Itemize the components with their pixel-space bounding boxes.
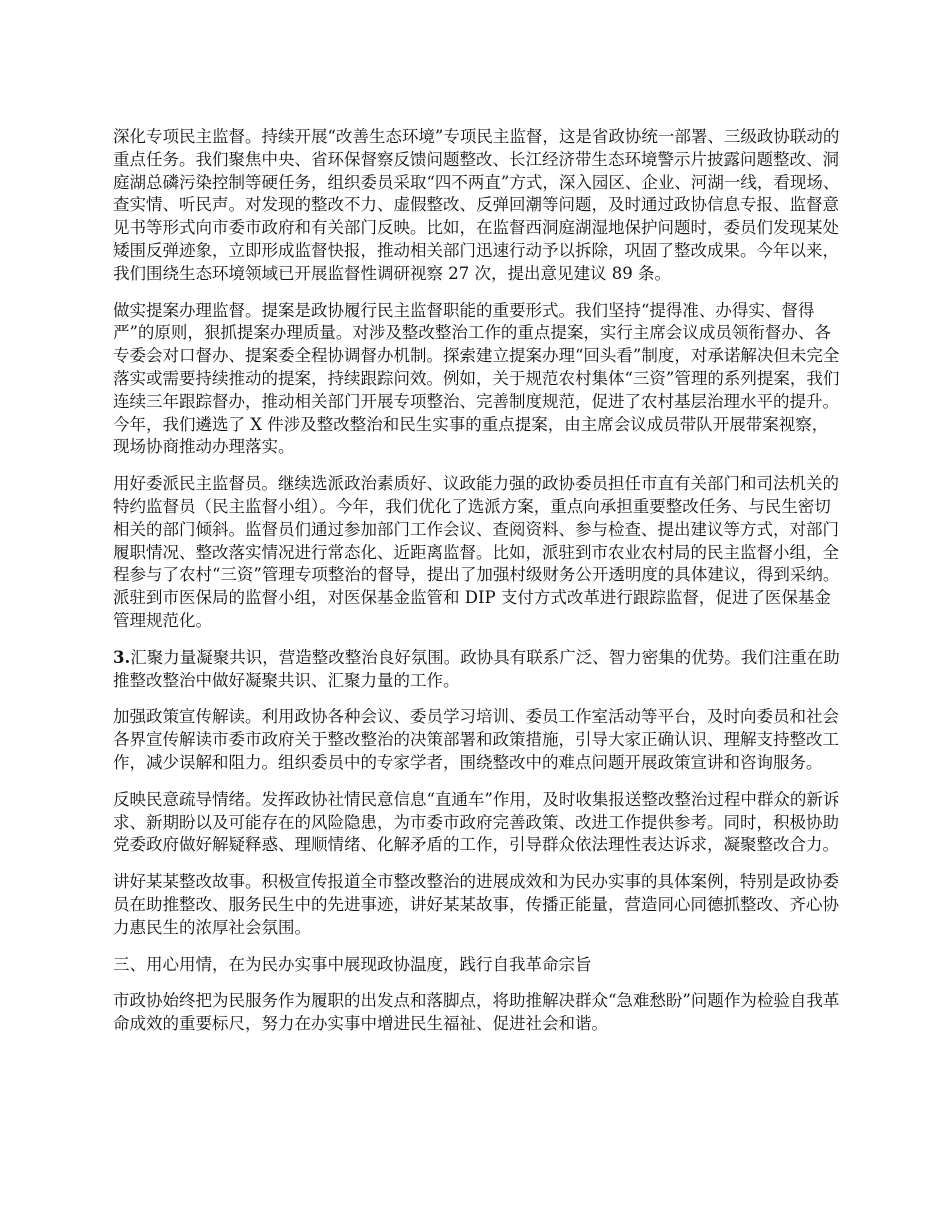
paragraph-rectification-stories: 讲好某某整改故事。积极宣传报道全市整改整治的进展成效和为民办实事的具体案例，特别是政协委员在助推整改、服务民生中的先进事迹，讲好某某故事，传播正能量，营造同心同德抓整改、齐心协力惠民生的浓厚社会氛围。 [113, 872, 839, 937]
section-3-paragraph [113, 647, 841, 693]
paragraph-public-opinion: 反映民意疏导情绪。发挥政协社情民意信息“直通车”作用，及时收集报送整改整治过程中群众的新诉求、新期盼以及可能存在的风险隐患，为市委市政府完善政策、改进工作提供参考。同时，积极协助党委政府做好解疑释惑、理顺情绪、化解矛盾的工作，引导群众依法理性表达诉求，凝聚整改合力。 [113, 789, 840, 855]
paragraph-proposal-supervision: 做实提案办理监督。提案是政协履行民主监督职能的重要形式。我们坚持“提得准、办得实、督得严”的原则，狠抓提案办理质量。对涉及整改整治工作的重点提案，实行主席会议成员领衔督办、各专委会对口督办、提案委全程协调督办机制。探索建立提案办理“回头看”制度，对承诺解决但未完全落实或需要持续推动的提案，持续跟踪问效。例如，关于规范农村集体“三资”管理的系列提案，我们连续三年跟踪督办，推动相关部门开展专项整治、完善制度规范，促进了农村基层治理水平的提升。今年，我们遴选了 X 件涉及整改整治和民生实事的重点提案，由主席会议成员带队开展带案视察，现场协商推动办理落实。 [113, 300, 840, 457]
section-heading-three: 三、用心用情，在为民办实事中展现政协温度，践行自我革命宗旨 [113, 954, 592, 974]
paragraph-policy-publicity: 加强政策宣传解读。利用政协各种会议、委员学习培训、委员工作室活动等平台，及时向委员和社会各界宣传解读市委市政府关于整改整治的决策部署和政策措施，引导大家正确认识、理解支持整改工作，减少误解和阻力。组织委员中的专家学者，围绕整改中的难点问题开展政策宣讲和咨询服务。 [113, 707, 839, 772]
paragraph-closing: 市政协始终把为民服务作为履职的出发点和落脚点，将助推解决群众“急难愁盼”问题作为检验自我革命成效的重要标尺，努力在办实事中增进民生福祉、促进社会和谐。 [113, 991, 840, 1034]
document-page [113, 126, 841, 1050]
section-3-number: 3. [113, 647, 131, 667]
paragraph-supervisors: 用好委派民主监督员。继续选派政治素质好、议政能力强的政协委员担任市直有关部门和司法机关的特约监督员（民主监督小组）。今年，我们优化了选派方案，重点向承担重要整改任务、与民生密切相关的部门倾斜。监督员们通过参加部门工作会议、查阅资料、参与检查、提出建议等方式，对部门履职情况、整改落实情况进行常态化、近距离监督。比如，派驻到市农业农村局的民主监督小组，全程参与了农村“三资”管理专项整治的督导，提出了加强村级财务公开透明度的具体建议，得到采纳。派驻到市医保局的监督小组，对医保基金监管和 DIP 支付方式改革进行跟踪监督，促进了医保基金管理规范化。 [113, 474, 840, 630]
paragraph-democratic-supervision: 深化专项民主监督。持续开展“改善生态环境”专项民主监督，这是省政协统一部署、三级政协联动的重点任务。我们聚焦中央、省环保督察反馈问题整改、长江经济带生态环境警示片披露问题整改、洞庭湖总磷污染控制等硬任务，组织委员采取“四不两直”方式，深入园区、企业、河湖一线，看现场、查实情、听民声。对发现的整改不力、虚假整改、反弹回潮等问题，及时通过政协信息专报、监督意见书等形式向市委市政府和有关部门反映。比如，在监督西洞庭湖湿地保护问题时，委员们发现某处矮围反弹迹象，立即形成监督快报，推动相关部门迅速行动予以拆除，巩固了整改成果。今年以来，我们围绕生态环境领域已开展监督性调研视察 27 次，提出意见建议 89 条。 [113, 127, 840, 283]
section-3-text: 汇聚力量凝聚共识，营造整改整治良好氛围。政协具有联系广泛、智力密集的优势。我们注重在助推整改整治中做好凝聚共识、汇聚力量的工作。 [113, 647, 840, 690]
